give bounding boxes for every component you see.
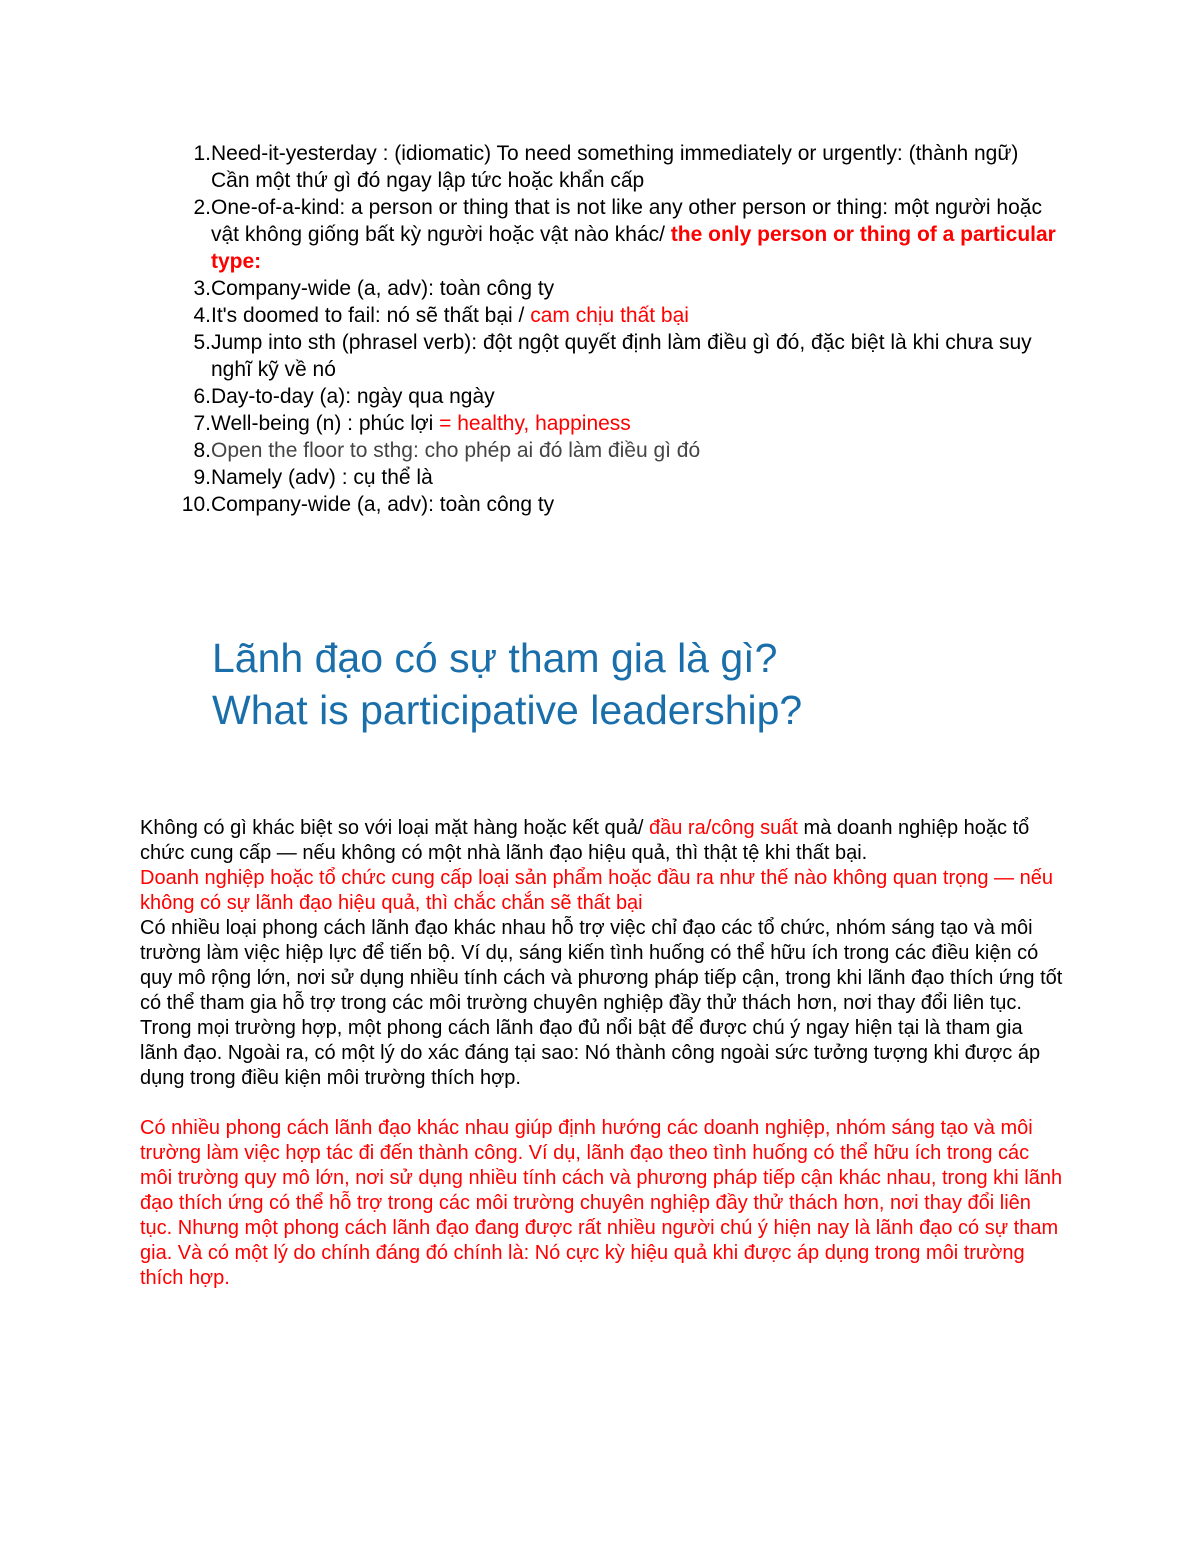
list-item-number: 10. bbox=[181, 493, 211, 516]
paragraph-1: Không có gì khác biệt so với loại mặt hàng hoặc kết quả/ đầu ra/công suất mà doanh nghiệp hoặc tổ chức cung cấp — nếu không có một nhà lãnh đạo hiệu quả, thì thật tệ khi thất bại. bbox=[140, 817, 1030, 864]
list-item-number: 7. bbox=[193, 412, 211, 435]
list-item-number: 8. bbox=[193, 439, 211, 462]
list-item-text: Open the floor to sthg: cho phép ai đó làm điều gì đó bbox=[211, 439, 701, 462]
list-item-number: 5. bbox=[193, 331, 211, 354]
list-item bbox=[160, 464, 1060, 491]
list-item-number: 3. bbox=[193, 277, 211, 300]
list-item-text: Company-wide (a, adv): toàn công ty bbox=[211, 277, 555, 300]
list-item-number: 4. bbox=[193, 304, 211, 327]
list-item-text: Company-wide (a, adv): toàn công ty bbox=[211, 493, 555, 516]
paragraph-2: Doanh nghiệp hoặc tổ chức cung cấp loại sản phẩm hoặc đầu ra như thế nào không quan trọng — nếu không có sự lãnh đạo hiệu quả, thì chắc chắn sẽ thất bại bbox=[140, 867, 1053, 914]
list-item-text: Namely (adv) : cụ thể là bbox=[211, 466, 433, 489]
paragraph-4: Có nhiều phong cách lãnh đạo khác nhau giúp định hướng các doanh nghiệp, nhóm sáng tạo và môi trường làm việc hợp tác đi đến thành công. Ví dụ, lãnh đạo theo tình huống có thể hữu ích trong các môi trường quy mô lớn, nơi sử dụng nhiều tính cách và phương pháp tiếp cận khác nhau, trong khi lãnh đạo thích ứng có thể hỗ trợ trong các môi trường chuyên nghiệp đầy thử thách hơn, nơi thay đổi liên tục. Nhưng một phong cách lãnh đạo đang được rất nhiều người chú ý hiện nay là lãnh đạo có sự tham gia. Và có một lý do chính đáng đó chính là: Nó cực kỳ hiệu quả khi được áp dụng trong môi trường thích hợp. bbox=[140, 1117, 1063, 1289]
list-item bbox=[160, 383, 1060, 410]
list-item bbox=[160, 491, 1060, 518]
list-item-text: Well-being (n) : phúc lợi = healthy, happiness bbox=[211, 412, 631, 435]
list-item bbox=[160, 194, 1060, 275]
heading-english: What is participative leadership? bbox=[212, 687, 803, 733]
list-item-text: Jump into sth (phrasel verb): đột ngột quyết định làm điều gì đó, đặc biệt là khi chưa suy nghĩ kỹ về nó bbox=[211, 331, 1032, 381]
paragraph-3: Có nhiều loại phong cách lãnh đạo khác nhau hỗ trợ việc chỉ đạo các tổ chức, nhóm sáng tạo và môi trường làm việc hiệp lực để tiến bộ. Ví dụ, sáng kiến tình huống có thể hữu ích trong các điều kiện có quy mô rộng lớn, nơi sử dụng nhiều tính cách và phương pháp tiếp cận, trong khi lãnh đạo thích ứng tốt có thể tham gia hỗ trợ trong các môi trường chuyên nghiệp đầy thử thách hơn, nơi thay đổi liên tục. Trong mọi trường hợp, một phong cách lãnh đạo đủ nổi bật để được chú ý ngay hiện tại là tham gia lãnh đạo. Ngoài ra, có một lý do xác đáng tại sao: Nó thành công ngoài sức tưởng tượng khi được áp dụng trong điều kiện môi trường thích hợp. bbox=[140, 917, 1063, 1089]
list-item-number: 9. bbox=[193, 466, 211, 489]
section-heading bbox=[212, 632, 1112, 736]
body-text bbox=[140, 816, 1065, 1291]
list-item-text: Day-to-day (a): ngày qua ngày bbox=[211, 385, 495, 408]
list-item bbox=[160, 302, 1060, 329]
list-item-text: It's doomed to fail: nó sẽ thất bại / cam chịu thất bại bbox=[211, 304, 689, 327]
list-item bbox=[160, 410, 1060, 437]
emphasis-text: đầu ra/công suất bbox=[648, 817, 798, 839]
list-item bbox=[160, 437, 1060, 464]
list-item-number: 6. bbox=[193, 385, 211, 408]
list-item-text: One-of-a-kind: a person or thing that is not like any other person or thing: một người hoặc vật không giống bất kỳ người hoặc vật nào khác/ the only person or thing of a particular type: bbox=[211, 196, 1056, 273]
list-item-number: 2. bbox=[193, 196, 211, 219]
list-item bbox=[160, 329, 1060, 383]
heading-vietnamese: Lãnh đạo có sự tham gia là gì? bbox=[212, 635, 778, 681]
list-item bbox=[160, 140, 1060, 194]
vocabulary-list bbox=[160, 140, 1060, 518]
list-item-number: 1. bbox=[193, 142, 211, 165]
list-item-text: Need-it-yesterday : (idiomatic) To need something immediately or urgently: (thành ngữ) Cần một thứ gì đó ngay lập tức hoặc khẩn cấp bbox=[211, 142, 1019, 192]
list-item bbox=[160, 275, 1060, 302]
